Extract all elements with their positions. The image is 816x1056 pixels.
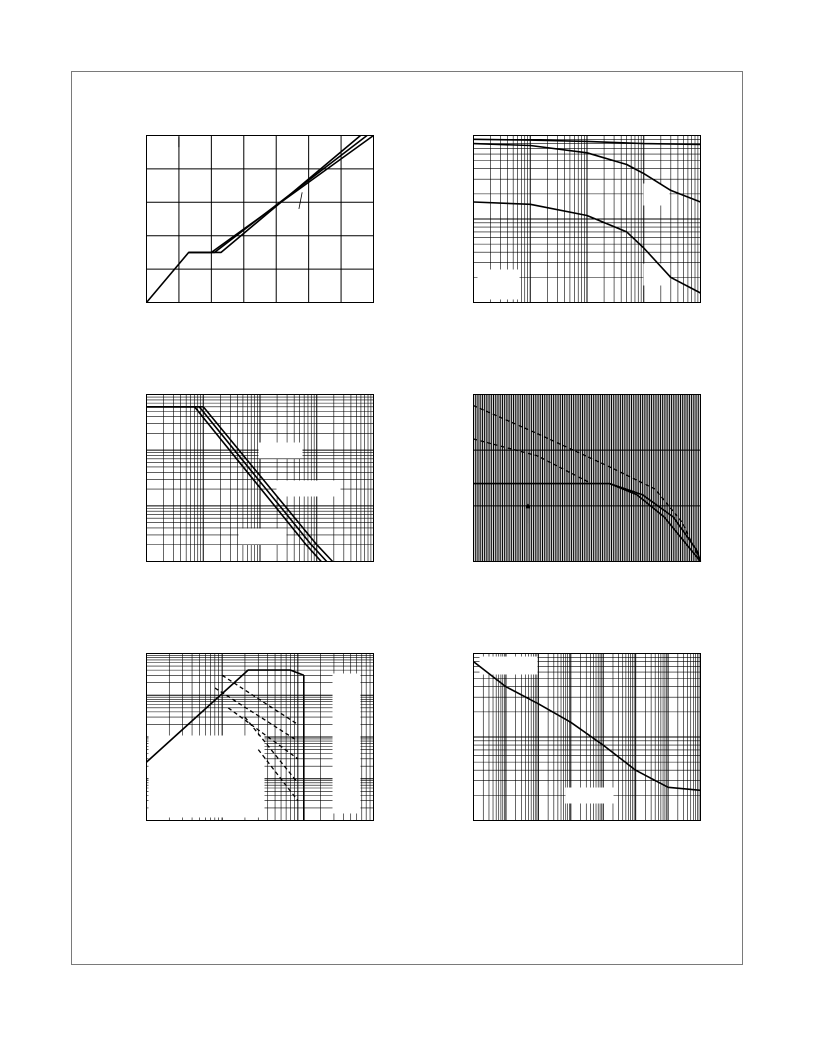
chart-3-label-box (259, 443, 303, 459)
chart-2-label-box (644, 264, 670, 286)
chart-3-svg (146, 394, 374, 562)
chart-panel-5 (146, 653, 374, 821)
chart-2-svg (473, 135, 701, 303)
chart-panel-4 (473, 394, 701, 562)
chart-6-label-box (480, 657, 538, 675)
chart-panel-3 (146, 394, 374, 562)
chart-4-plot-area (474, 395, 701, 562)
chart-1-svg (146, 135, 374, 303)
chart-6-plot-area (474, 654, 701, 821)
chart-panel-6 (473, 653, 701, 821)
chart-panel-2 (473, 135, 701, 303)
chart-2-plot-area (474, 136, 701, 303)
chart-6-svg (473, 653, 701, 821)
chart-5-svg (146, 653, 374, 821)
chart-6-label-box (566, 788, 614, 804)
chart-3-label-box (277, 481, 341, 497)
chart-panel-1 (146, 135, 374, 303)
chart-5-label-box (333, 674, 361, 814)
chart-2-label-box (478, 270, 520, 300)
chart-5-plot-area (147, 654, 374, 821)
chart-3-plot-area (147, 395, 374, 562)
chart-4-svg (473, 394, 701, 562)
chart-3-label-box (239, 529, 287, 545)
chart-1-plot-area (147, 136, 374, 303)
chart-5-label-box (149, 736, 265, 818)
